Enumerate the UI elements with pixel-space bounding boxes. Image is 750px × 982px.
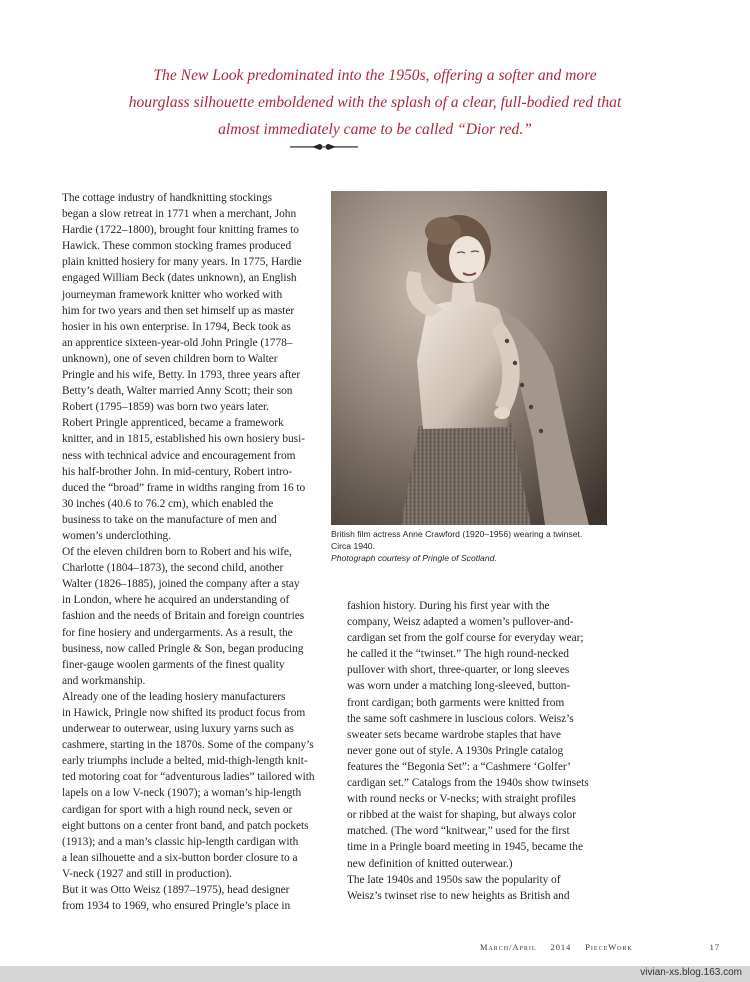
article-column-right — [331, 598, 611, 904]
article-line: ted motoring coat for “adventurous ladies” tailored with — [62, 771, 315, 784]
watermark-bar — [0, 966, 750, 982]
article-line: underwear to outerwear, using luxury yarns such as — [62, 723, 294, 736]
article-line: (1913); and a man’s classic hip-length cardigan with — [62, 835, 299, 848]
ornament-divider-icon — [290, 142, 358, 152]
article-line: cardigan set from the golf course for everyday wear; — [347, 632, 584, 645]
article-paragraph — [331, 598, 611, 872]
article-column-left — [46, 190, 326, 914]
photo-anne-crawford — [331, 191, 607, 525]
article-line: unknown), one of seven children born to Walter — [62, 352, 278, 365]
article-line: Of the eleven children born to Robert and his wife, — [62, 546, 292, 559]
article-line: matched. (The word “knitwear,” used for the first — [347, 825, 570, 838]
footer-year: 2014 — [550, 943, 572, 952]
article-line: cardigan set.” Catalogs from the 1940s show twinsets — [347, 777, 589, 790]
article-paragraph — [46, 190, 326, 415]
article-line: business, now called Pringle & Son, began producing — [62, 642, 304, 655]
article-line: in Hawick, Pringle now shifted its product focus from — [62, 707, 306, 719]
article-line: his half-brother John. In mid-century, Robert intro- — [62, 465, 293, 478]
footer-issue: March/April — [480, 943, 537, 952]
article-line: 30 inches (40.6 to 76.2 cm), which enabled the — [62, 497, 274, 510]
article-line: Hawick. These common stocking frames produced — [62, 240, 292, 253]
article-line: Walter (1826–1885), joined the company after a stay — [62, 578, 300, 591]
article-line: fashion history. During his first year with the — [347, 600, 550, 612]
article-line: business to take on the manufacture of men and — [62, 513, 277, 526]
article-line: with round necks or V-necks; with straight profiles — [347, 793, 576, 806]
article-paragraph — [46, 689, 326, 882]
article-line: lapels on a low V-neck (1907); a woman’s hip-length — [62, 787, 302, 800]
article-line: him for two years and then set himself up as master — [62, 304, 295, 317]
article-line: plain knitted hosiery for many years. In 1775, Hardie — [62, 256, 302, 269]
article-paragraph — [331, 872, 611, 904]
article-line: Robert Pringle apprenticed, became a framework — [62, 417, 284, 430]
article-line: Robert (1795–1859) was born two years later. — [62, 401, 269, 414]
article-line: for fine hosiery and undergarments. As a result, the — [62, 626, 293, 639]
article-line: features the “Begonia Set”: a “Cashmere ‘Golfer’ — [347, 760, 571, 773]
photo-credit: Photograph courtesy of Pringle of Scotland. — [331, 553, 497, 563]
pull-quote-line: almost immediately came to be called “Dior red.” — [218, 121, 532, 138]
article-line: pullover with short, three-quarter, or long sleeves — [347, 664, 570, 677]
article-line: knitter, and in 1815, established his own hosiery busi- — [62, 433, 305, 446]
article-line: fashion and the needs of Britain and foreign countries — [62, 610, 305, 623]
article-paragraph — [46, 415, 326, 544]
article-line: he called it the “twinset.” The high round-necked — [347, 648, 569, 661]
pull-quote-line: hourglass silhouette emboldened with the splash of a clear, full-bodied red that — [128, 94, 622, 111]
article-line: journeyman framework knitter who worked with — [62, 288, 283, 301]
article-line: time in a Pringle board meeting in 1945, became the — [347, 841, 583, 854]
article-line: a lean silhouette and a six-button border closure to a — [62, 851, 298, 864]
article-line: Already one of the leading hosiery manufacturers — [62, 690, 286, 703]
article-paragraph — [46, 882, 326, 914]
article-line: new definition of knitted outerwear.) — [347, 857, 513, 870]
caption-line: British film actress Anne Crawford (1920–1956) wearing a twinset. — [331, 529, 583, 539]
pull-quote — [20, 62, 730, 143]
article-line: V-neck (1927 and still in production). — [62, 867, 232, 880]
article-line: Pringle and his wife, Betty. In 1793, three years after — [62, 369, 301, 382]
article-line: cardigan for sport with a high round neck, seven or — [62, 803, 293, 816]
article-line: But it was Otto Weisz (1897–1975), head designer — [62, 884, 290, 897]
article-line: cashmere, starting in the 1870s. Some of the company’s — [62, 739, 314, 752]
article-line: engaged William Beck (dates unknown), an English — [62, 272, 297, 285]
article-line: and workmanship. — [62, 674, 146, 687]
article-paragraph — [46, 544, 326, 689]
article-line: finer-gauge woolen garments of the finest quality — [62, 658, 285, 671]
article-line: hosier in his own enterprise. In 1794, Beck took as — [62, 320, 291, 333]
article-line: never gone out of style. A 1930s Pringle catalog — [347, 744, 564, 757]
article-line: was worn under a matching long-sleeved, button- — [347, 680, 571, 693]
article-line: sweater sets became wardrobe staples that have — [347, 728, 562, 741]
page-footer — [480, 943, 720, 952]
article-line: eight buttons on a center front band, and patch pockets — [62, 819, 309, 832]
pull-quote-line: The New Look predominated into the 1950s, offering a softer and more — [153, 67, 597, 84]
article-line: The cottage industry of handknitting stockings — [62, 192, 272, 204]
article-line: the same soft cashmere in luscious colors. Weisz’s — [347, 712, 574, 725]
caption-line: Circa 1940. — [331, 541, 375, 551]
article-line: Weisz’s twinset rise to new heights as British and — [347, 889, 570, 902]
article-line: women’s underclothing. — [62, 529, 171, 542]
article-line: from 1934 to 1969, who ensured Pringle’s place in — [62, 900, 291, 913]
footer-magazine: PieceWork — [585, 943, 633, 952]
article-line: early triumphs include a belted, mid-thigh-length knit- — [62, 755, 308, 768]
article-line: an apprentice sixteen-year-old John Pringle (1778– — [62, 336, 293, 349]
page-number: 17 — [709, 943, 720, 952]
article-line: Betty’s death, Walter married Anny Scott; their son — [62, 385, 293, 398]
portrait-photo-image — [331, 191, 607, 525]
article-line: The late 1940s and 1950s saw the popularity of — [347, 873, 561, 886]
article-line: began a slow retreat in 1771 when a merchant, John — [62, 208, 297, 221]
watermark-text: vivian-xs.blog.163.com — [640, 967, 742, 978]
article-line: ness with technical advice and encouragement from — [62, 449, 296, 462]
article-line: Charlotte (1804–1873), the second child, another — [62, 562, 284, 575]
article-line: duced the “broad” frame in widths ranging from 16 to — [62, 481, 306, 494]
article-line: front cardigan; both garments were knitted from — [347, 696, 565, 709]
photo-caption — [331, 528, 621, 564]
article-line: company, Weisz adapted a women’s pullover-and- — [347, 616, 574, 629]
article-line: or ribbed at the waist for shaping, but always color — [347, 809, 576, 822]
article-line: in London, where he acquired an understanding of — [62, 594, 290, 607]
article-line: Hardie (1722–1800), brought four knitting frames to — [62, 224, 299, 237]
